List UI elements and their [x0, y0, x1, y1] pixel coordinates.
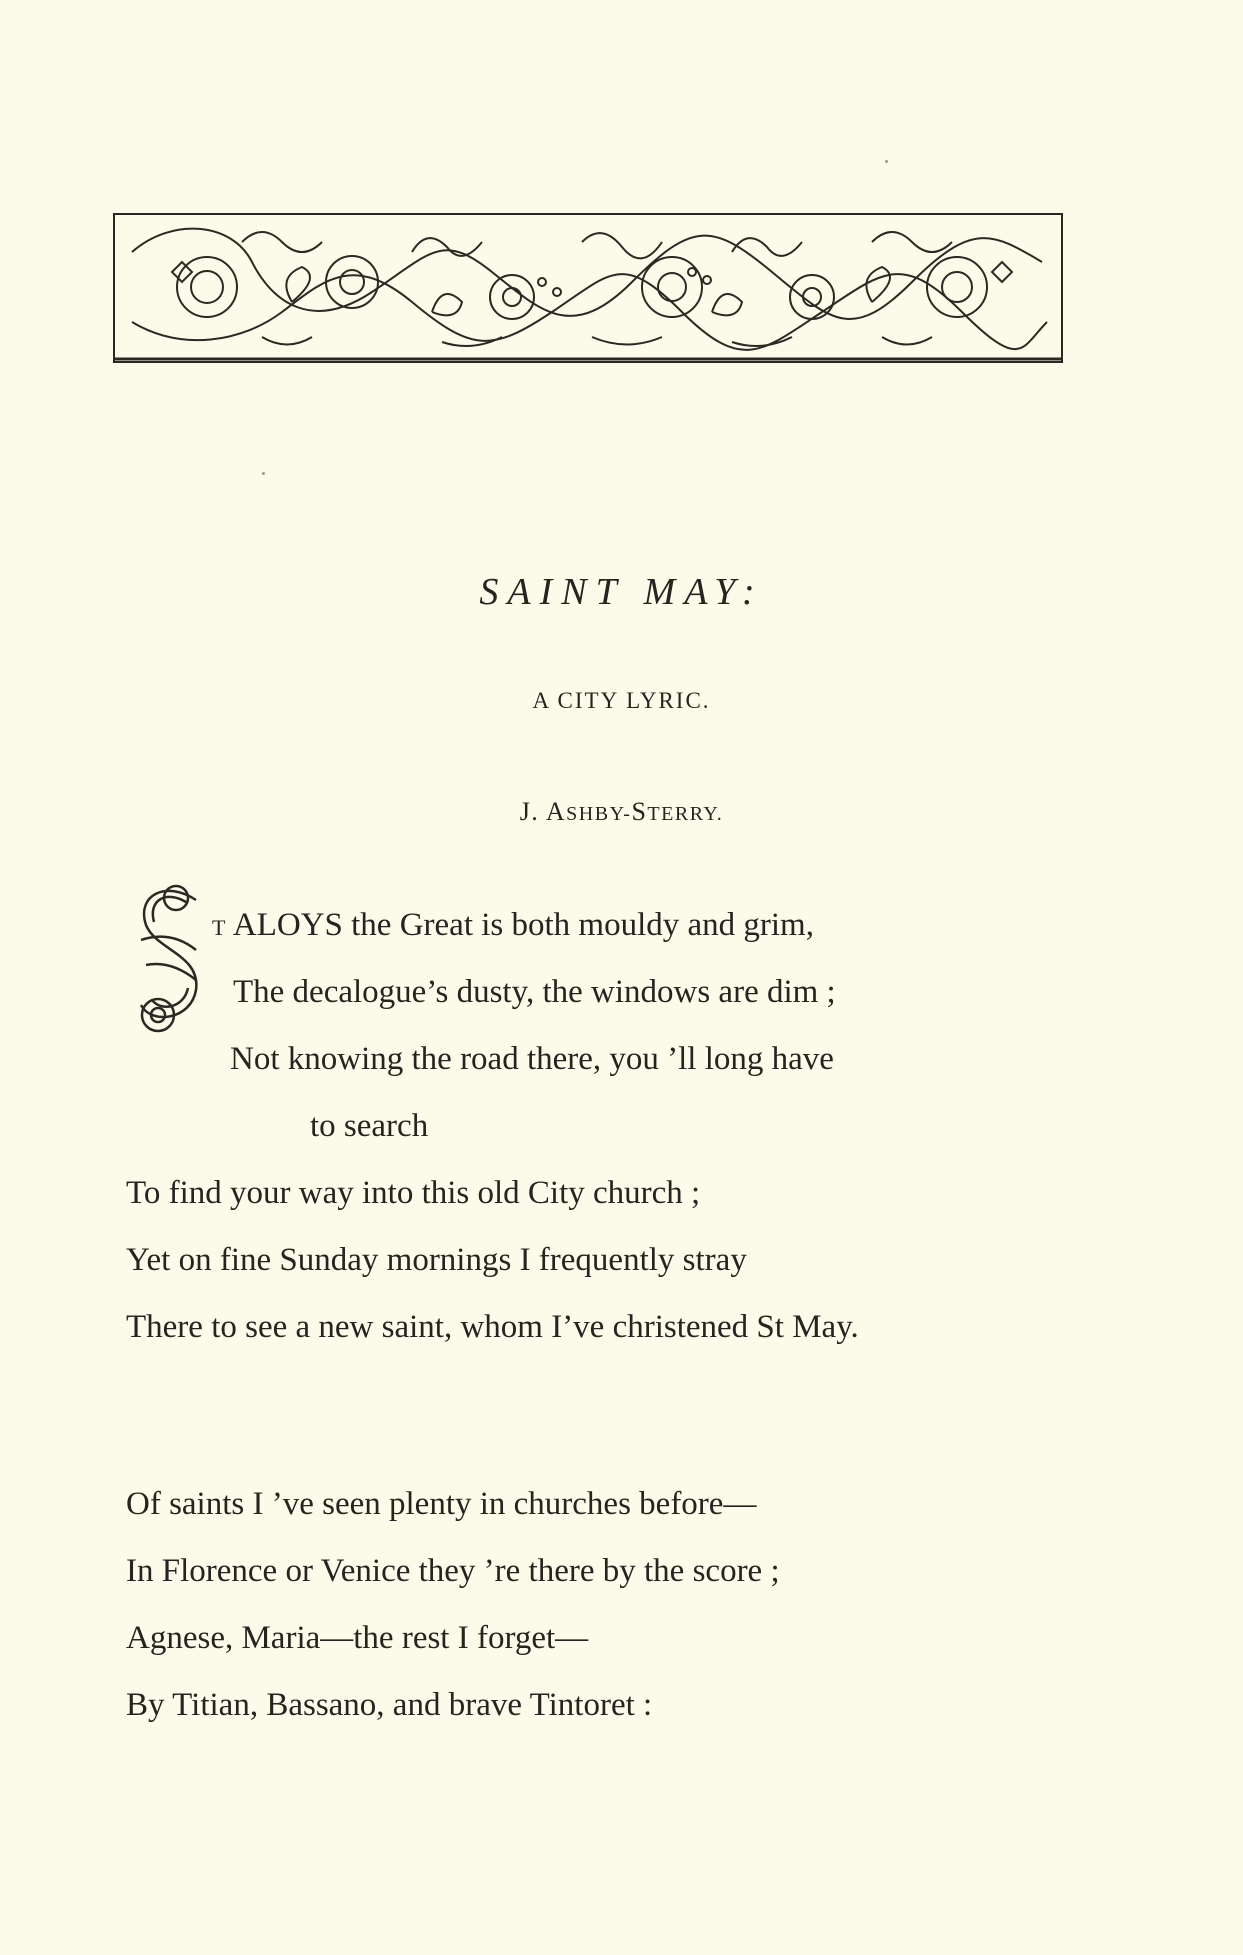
stanza1-line3: Not knowing the road there, you ’ll long have [230, 1041, 834, 1077]
stanza1-line6: There to see a new saint, whom I’ve christened St May. [126, 1309, 859, 1345]
stanza1-line3-continuation: to search [310, 1108, 429, 1144]
floral-headpiece-ornament [112, 212, 1064, 364]
author-name-part-2: S [631, 797, 648, 826]
stanza1-line1-text: ALOYS the Great is both mouldy and grim, [226, 907, 814, 943]
author-name-part-1: SHBY- [566, 803, 632, 825]
ornamental-initial-s [126, 880, 221, 1040]
stanza2-line2: In Florence or Venice they ’re there by the score ; [126, 1553, 780, 1589]
paper-speck [262, 472, 265, 475]
stanza2-line3: Agnese, Maria—the rest I forget— [126, 1620, 589, 1656]
poem-title: SAINT MAY: [479, 571, 764, 613]
stanza1-line2: The decalogue’s dusty, the windows are dim ; [233, 974, 836, 1010]
stanza1-line5: Yet on fine Sunday mornings I frequently stray [126, 1242, 747, 1278]
stanza1-line1 [212, 905, 814, 948]
paper-speck [885, 160, 888, 163]
stanza2-line1: Of saints I ’ve seen plenty in churches before— [126, 1486, 757, 1522]
poem-subtitle: A CITY LYRIC. [532, 688, 711, 713]
stanza2-line4: By Titian, Bassano, and brave Tintoret : [126, 1687, 653, 1723]
stanza1-line4: To find your way into this old City church ; [126, 1175, 701, 1211]
author-name-part-3: TERRY. [647, 803, 724, 825]
stanza1-line1-small-caps: T [212, 915, 227, 940]
dropcap-letter: S [156, 960, 157, 961]
author-initial: J. A [519, 797, 567, 826]
poem-author [0, 797, 1243, 827]
